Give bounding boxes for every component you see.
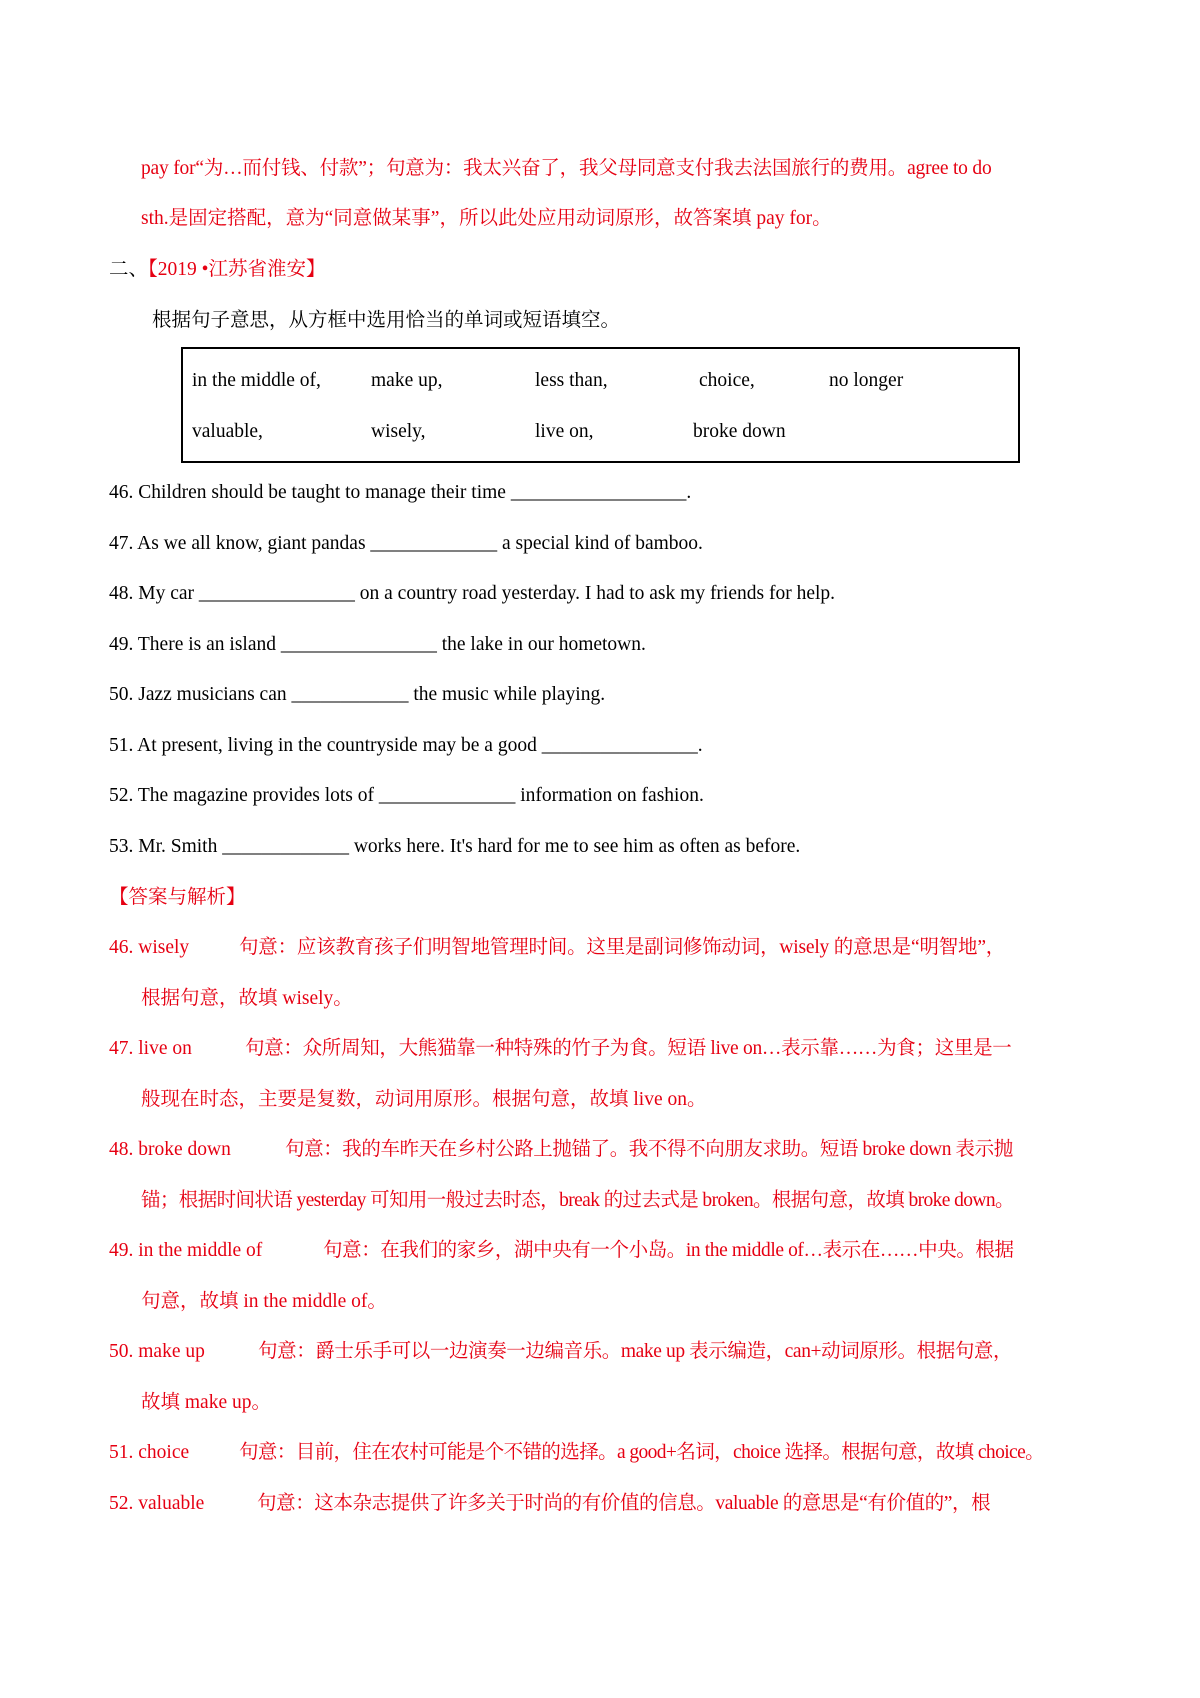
question-51: 51. At present, living in the countryside may be a good ________________. <box>109 735 703 756</box>
answer-50 <box>109 1340 1012 1364</box>
answer-46 <box>109 936 1005 960</box>
word-option: live on, <box>535 421 594 442</box>
answer-label: 47. live on <box>109 1038 192 1059</box>
word-box <box>181 347 1020 463</box>
section-source: 【2019 •江苏省淮安】 <box>148 259 326 280</box>
answer-text: 句意：众所周知，大熊猫靠一种特殊的竹子为食。短语 live on…表示靠……为食；这里是一 <box>245 1038 1012 1059</box>
intro-line-1: pay for“为…而付钱、付款”；句意为：我太兴奋了，我父母同意支付我去法国旅行的费用。agree to do <box>141 158 992 179</box>
question-50: 50. Jazz musicians can ____________ the music while playing. <box>109 684 606 705</box>
answer-text: 句意：这本杂志提供了许多关于时尚的有价值的信息。valuable 的意思是“有价值的”，根 <box>257 1493 991 1514</box>
section-number: 二、 <box>109 259 149 280</box>
answer-label: 50. make up <box>109 1341 205 1362</box>
answer-header: 【答案与解析】 <box>109 887 246 908</box>
word-option: no longer <box>829 370 904 391</box>
answer-52 <box>109 1492 990 1516</box>
question-52: 52. The magazine provides lots of ______________ information on fashion. <box>109 785 704 806</box>
answer-label: 48. broke down <box>109 1139 231 1160</box>
question-48: 48. My car ________________ on a country road yesterday. I had to ask my friends for help. <box>109 583 836 604</box>
word-option: less than, <box>535 370 608 391</box>
answer-text: 句意：我的车昨天在乡村公路上抛锚了。我不得不向朋友求助。短语 broke down 表示抛 <box>285 1139 1013 1160</box>
answer-48-cont: 锚；根据时间状语 yesterday 可知用一般过去时态，break 的过去式是 broken。根据句意，故填 broke down。 <box>141 1190 1014 1211</box>
answer-46-cont: 根据句意，故填 wisely。 <box>141 988 353 1009</box>
answer-48 <box>109 1138 1013 1162</box>
answer-47 <box>109 1037 1012 1061</box>
answer-text: 句意：在我们的家乡，湖中央有一个小岛。in the middle of…表示在……中央。根据 <box>323 1240 1014 1261</box>
word-option: make up, <box>371 370 443 391</box>
intro-line-2: sth.是固定搭配，意为“同意做某事”，所以此处应用动词原形，故答案填 pay for。 <box>141 208 832 229</box>
answer-text: 句意：应该教育孩子们明智地管理时间。这里是副词修饰动词，wisely 的意思是“明智地”， <box>239 937 1006 958</box>
section-heading <box>109 258 325 282</box>
answer-49-cont: 句意，故填 in the middle of。 <box>141 1291 387 1312</box>
answer-label: 51. choice <box>109 1442 190 1463</box>
word-option: choice, <box>699 370 755 391</box>
answer-text: 句意：爵士乐手可以一边演奏一边编音乐。make up 表示编造，can+动词原形。根据句意， <box>258 1341 1013 1362</box>
question-47: 47. As we all know, giant pandas _____________ a special kind of bamboo. <box>109 533 703 554</box>
answer-49 <box>109 1239 1014 1263</box>
question-46: 46. Children should be taught to manage their time __________________. <box>109 482 692 503</box>
answer-47-cont: 般现在时态，主要是复数，动词用原形。根据句意，故填 live on。 <box>141 1089 707 1110</box>
answer-text: 句意：目前，住在农村可能是个不错的选择。a good+名词，choice 选择。根据句意，故填 choice。 <box>239 1442 1045 1463</box>
answer-51 <box>109 1441 1044 1465</box>
question-49: 49. There is an island ________________ the lake in our hometown. <box>109 634 646 655</box>
section-instruction: 根据句子意思，从方框中选用恰当的单词或短语填空。 <box>152 310 621 331</box>
word-option: broke down <box>693 421 786 442</box>
word-option: wisely, <box>371 421 426 442</box>
answer-label: 49. in the middle of <box>109 1240 263 1261</box>
answer-50-cont: 故填 make up。 <box>141 1392 271 1413</box>
answer-label: 52. valuable <box>109 1493 205 1514</box>
word-option: valuable, <box>192 421 263 442</box>
answer-label: 46. wisely <box>109 937 190 958</box>
word-option: in the middle of, <box>192 370 321 391</box>
question-53: 53. Mr. Smith _____________ works here. It's hard for me to see him as often as before. <box>109 836 801 857</box>
